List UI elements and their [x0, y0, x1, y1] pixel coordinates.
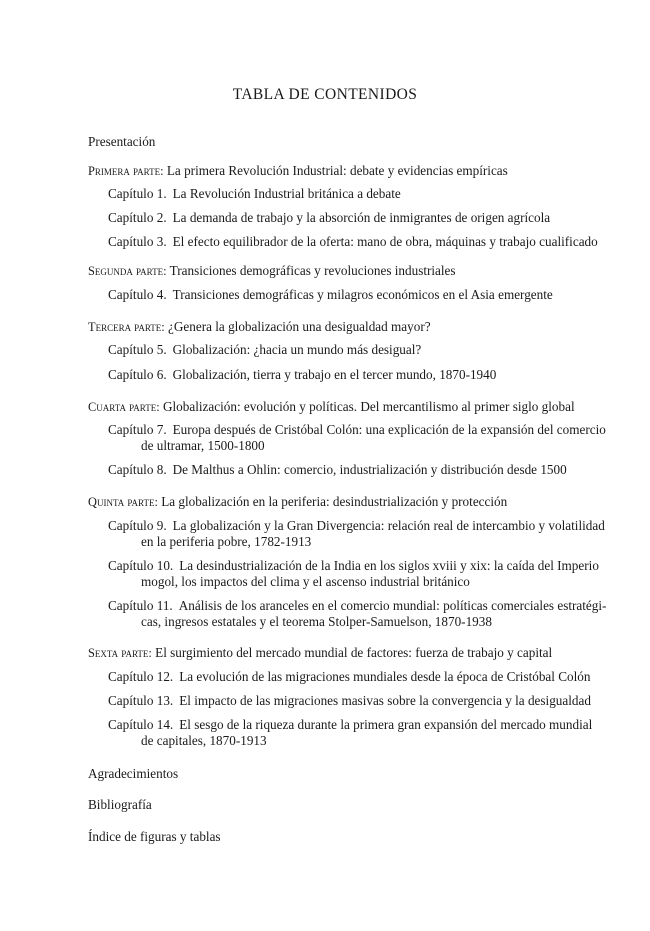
chapter-title: Análisis de los aranceles en el comercio mundial: políticas comerciales estratégi- [178, 598, 607, 613]
chapter-label: Capítulo 10. [108, 558, 174, 573]
chapter-entry[interactable] [108, 597, 606, 614]
chapter-title: El sesgo de la riqueza durante la primera gran expansión del mercado mundial [179, 717, 593, 732]
part-label: Sexta parte: [88, 646, 152, 660]
chapter-title: El impacto de las migraciones masivas sobre la convergencia y la desigualdad [179, 693, 591, 708]
part-heading[interactable] [88, 493, 507, 511]
part-label: Primera parte: [88, 164, 164, 178]
chapter-entry[interactable] [108, 185, 401, 202]
chapter-title: La globalización y la Gran Divergencia: relación real de intercambio y volatilidad [172, 518, 605, 533]
chapter-entry[interactable] [108, 668, 590, 685]
part-label: Tercera parte: [88, 320, 165, 334]
chapter-title-continued: mogol, los impactos del clima y el ascenso industrial británico [141, 574, 470, 589]
chapter-label: Capítulo 13. [108, 693, 174, 708]
chapter-label: Capítulo 2. [108, 210, 167, 225]
chapter-entry[interactable] [108, 421, 606, 438]
chapter-title: La demanda de trabajo y la absorción de inmigrantes de origen agrícola [172, 210, 551, 225]
part-title: La primera Revolución Industrial: debate y evidencias empíricas [166, 163, 508, 178]
chapter-label: Capítulo 7. [108, 422, 167, 437]
chapter-entry[interactable] [108, 209, 550, 226]
chapter-entry[interactable] [108, 461, 567, 478]
chapter-label: Capítulo 11. [108, 598, 173, 613]
part-title: Transiciones demográficas y revoluciones industriales [169, 263, 456, 278]
part-heading[interactable] [88, 162, 508, 180]
chapter-title: La desindustrialización de la India en los siglos xviii y xix: la caída del Imperio [179, 558, 599, 573]
chapter-label: Capítulo 3. [108, 234, 167, 249]
chapter-title: Globalización, tierra y trabajo en el tercer mundo, 1870-1940 [172, 367, 497, 382]
part-heading[interactable] [88, 318, 431, 336]
part-title: El surgimiento del mercado mundial de factores: fuerza de trabajo y capital [155, 645, 553, 660]
chapter-label: Capítulo 9. [108, 518, 167, 533]
part-label: Quinta parte: [88, 495, 158, 509]
chapter-label: Capítulo 12. [108, 669, 174, 684]
part-title: Globalización: evolución y políticas. Del mercantilismo al primer siglo global [162, 399, 575, 414]
chapter-title: Europa después de Cristóbal Colón: una explicación de la expansión del comercio [172, 422, 606, 437]
chapter-title: Transiciones demográficas y milagros económicos en el Asia emergente [172, 287, 553, 302]
chapter-title-continued: en la periferia pobre, 1782-1913 [141, 534, 312, 549]
toc-title: TABLA DE CONTENIDOS [232, 86, 418, 103]
part-label: Segunda parte: [88, 264, 167, 278]
toc-entry-indice[interactable]: Índice de figuras y tablas [88, 829, 221, 844]
chapter-entry[interactable] [108, 692, 591, 709]
chapter-title: La Revolución Industrial británica a debate [172, 186, 401, 201]
part-title: La globalización en la periferia: desindustrialización y protección [161, 494, 508, 509]
toc-entry-bibliografia[interactable]: Bibliografía [88, 797, 152, 812]
chapter-entry[interactable] [108, 366, 496, 383]
chapter-title: De Malthus a Ohlin: comercio, industrialización y distribución desde 1500 [172, 462, 567, 477]
chapter-title-continued: de capitales, 1870-1913 [141, 733, 267, 748]
chapter-entry[interactable] [108, 341, 421, 358]
chapter-label: Capítulo 6. [108, 367, 167, 382]
toc-entry-agradecimientos[interactable]: Agradecimientos [88, 766, 179, 781]
chapter-title: Globalización: ¿hacia un mundo más desigual? [172, 342, 422, 357]
chapter-entry[interactable] [108, 557, 599, 574]
chapter-entry[interactable] [108, 517, 605, 534]
chapter-entry[interactable] [108, 716, 592, 733]
chapter-title: El efecto equilibrador de la oferta: mano de obra, máquinas y trabajo cualificado [172, 234, 598, 249]
part-heading[interactable] [88, 644, 552, 662]
part-title: ¿Genera la globalización una desigualdad mayor? [168, 319, 431, 334]
chapter-label: Capítulo 8. [108, 462, 167, 477]
chapter-label: Capítulo 4. [108, 287, 167, 302]
part-heading[interactable] [88, 398, 575, 416]
chapter-label: Capítulo 1. [108, 186, 167, 201]
chapter-title-continued: cas, ingresos estatales y el teorema Stolper-Samuelson, 1870-1938 [141, 614, 492, 629]
part-heading[interactable] [88, 262, 456, 280]
part-label: Cuarta parte: [88, 400, 160, 414]
toc-entry-presentacion[interactable]: Presentación [88, 134, 156, 149]
chapter-label: Capítulo 5. [108, 342, 167, 357]
chapter-label: Capítulo 14. [108, 717, 174, 732]
chapter-title: La evolución de las migraciones mundiales desde la época de Cristóbal Colón [179, 669, 591, 684]
chapter-title-continued: de ultramar, 1500-1800 [141, 438, 265, 453]
chapter-entry[interactable] [108, 233, 598, 250]
chapter-entry[interactable] [108, 286, 553, 303]
